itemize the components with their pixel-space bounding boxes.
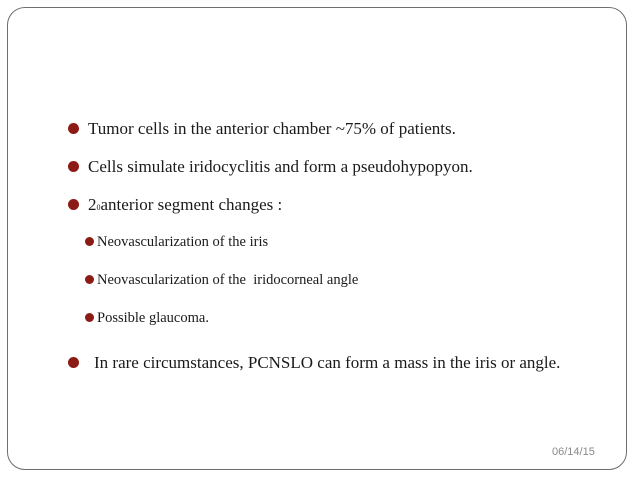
sub-bullet-iris xyxy=(68,232,628,270)
bullet-dot-icon xyxy=(68,123,79,134)
bullet-dot-icon xyxy=(68,357,79,368)
sub-bullet-text: Neovascularization of the iris xyxy=(97,234,269,250)
bullet-text: anterior segment changes : xyxy=(100,195,283,214)
sub-bullet-dot-icon xyxy=(85,275,94,284)
bullet-text: In rare circumstances, PCNSLO can form a mass in the iris or angle. xyxy=(94,353,561,372)
sub-bullet-text: Possible glaucoma. xyxy=(97,310,209,326)
bullet-list xyxy=(68,118,628,390)
sub-bullet-glaucoma xyxy=(68,308,628,346)
bullet-tumor-cells xyxy=(68,118,628,156)
bullet-dot-icon xyxy=(68,199,79,210)
slide-date: 06/14/15 xyxy=(552,446,595,458)
bullet-prefix: 2 xyxy=(88,195,97,214)
sub-bullet-dot-icon xyxy=(85,313,94,322)
sub-bullet-angle xyxy=(68,270,628,308)
bullet-dot-icon xyxy=(68,161,79,172)
sub-bullet-dot-icon xyxy=(85,237,94,246)
bullet-text: Tumor cells in the anterior chamber ~75% of patients. xyxy=(88,119,456,138)
bullet-cells-simulate xyxy=(68,156,628,194)
bullet-rare-circumstances xyxy=(68,352,628,390)
bullet-secondary-changes: 2 0 anterior segment changes : xyxy=(68,194,628,232)
bullet-text: Cells simulate iridocyclitis and form a pseudohypopyon. xyxy=(88,157,473,176)
sub-bullet-text: Neovascularization of the iridocorneal angle xyxy=(97,272,359,288)
